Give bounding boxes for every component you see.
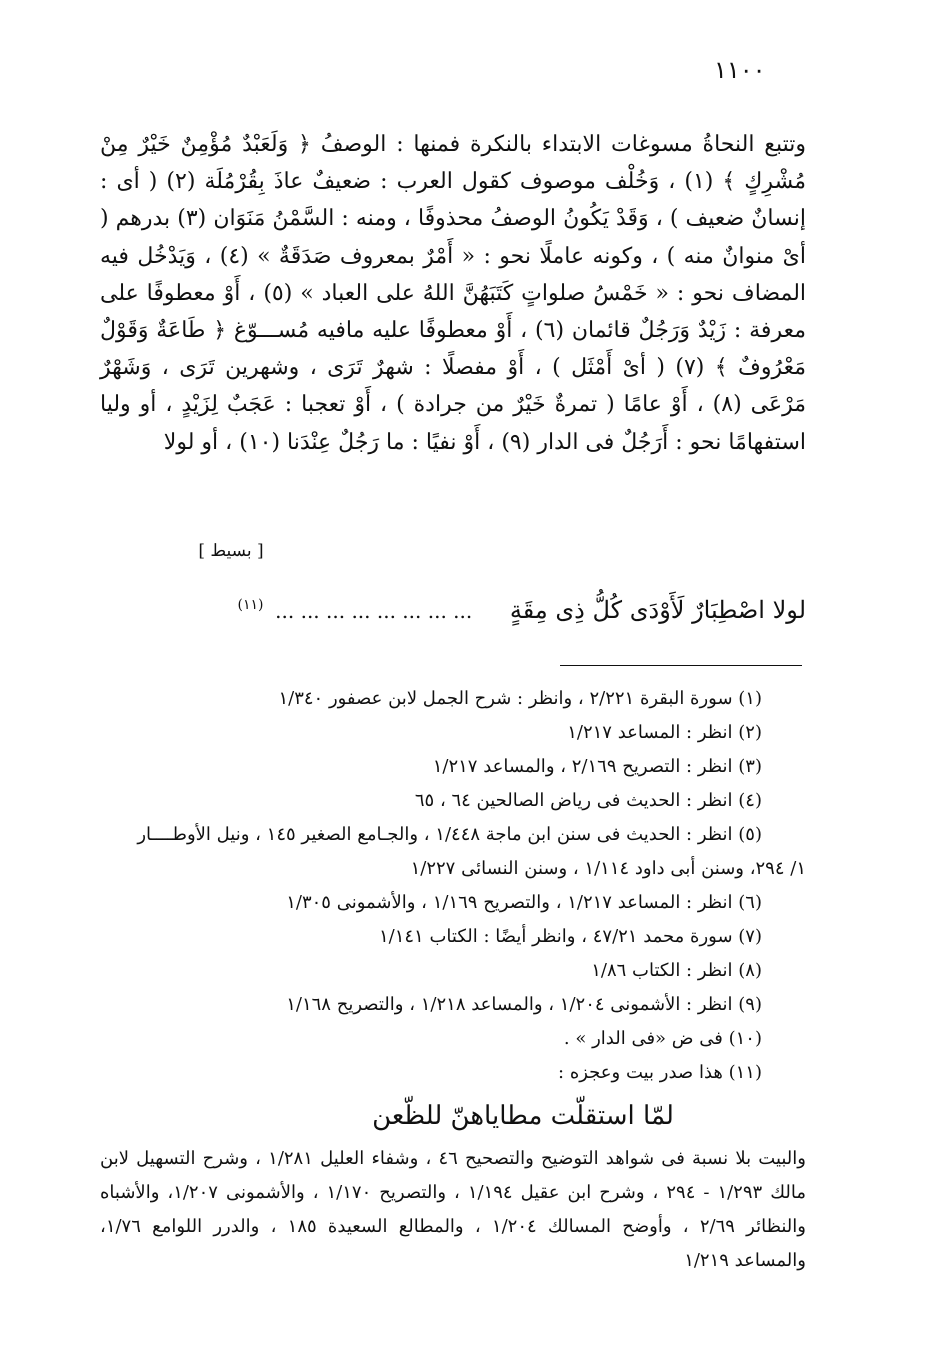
source-paragraph-text: والبيت بلا نسبة فى شواهد التوضيح والتصحيح ٤٦ ، وشفاء العليل ١/٢٨١ ، وشرح التسهيل لابن مالك ١/٢٩٣ - ٢٩٤ ، وشرح ابن عقيل ١/١٩٤ ، والتصريح ١/١٧٠ ، والأشمونى ١/٢٠٧، والأشباه والنظائر ٢/٦٩ ، وأوضح المسالك ١/٢٠٤ ، والمطالع السعيدة ١٨٥ ، والدرر اللوامع ١/٧٦، والمساعد ١/٢١٩: [100, 1148, 806, 1271]
footnote-item: (٥) انظر : الحديث فى سنن ابن ماجة ١/٤٤٨ ، والجـامع الصغير ١٤٥ ، ونيل الأوطــــار: [137, 824, 762, 845]
footnote-item: (٣) انظر : التصريح ٢/١٦٩ ، والمساعد ١/٢١٧: [432, 756, 762, 777]
body-paragraph: وتتبع النحاةُ مسوغات الابتداء بالنكرة فمنها : الوصفُ ﴿ وَلَعَبْدٌ مُؤْمِنٌ خَيْرٌ مِنْ مُشْرِكٍ ﴾ (١) ، وَخُلْف موصوف كقول العرب : ضعيفٌ عاذَ بِقُرْمُلَة (٢) ( أى : إنسانٌ ضعيف ) ، وَقَدْ يَكُونُ الوصفُ محذوفًا ، ومنه : السَّمْنُ مَنَوَان (٣) بدرهم ( أىْ منوانٌ منه ) ، وكونه عاملًا نحو : « أَمْرٌ بمعروف صَدَقَةٌ » (٤) ، وَيَدْخُل فيه المضاف نحو : « خَمْسُ صلواتٍ كَتَبَهُنَّ اللهُ على العباد » (٥) ، أَوْ معطوفًا على معرفة : زَيْدٌ وَرَجُلٌ قائمان (٦) ، أَوْ معطوفًا عليه مافيه مُســـوّغ ﴿ طَاعَةٌ وَقَوْلٌ مَعْرُوفٌ ﴾ (٧) ( أىْ أَمْثَل ) ، أَوْ مفصلًا : شهرٌ تَرَى ، وشهرين تَرَى ، وَشَهْرٌ مَرْعَى (٨) ، أَوْ عامًا ( تمرةٌ خَيْرٌ من جرادة ) ، أَوْ تعجبا : عَجَبٌ لِزَيْدٍ ، أو وليا استفهامًا نحو : أَرَجُلٌ فى الدار (٩) ، أَوْ نفيًا : ما رَجُلٌ عِنْدَنا (١٠) ، أو لولا: [100, 132, 807, 455]
footnote-continuation: ١/ ٢٩٤، وسنن أبى داود ١/١١٤ ، وسنن النسائى ١/٢٢٧: [410, 858, 806, 879]
verse-line: [140, 585, 806, 631]
footnote-item: (١١) هذا صدر بيت وعجزه :: [558, 1062, 762, 1083]
footnote-item: (٤) انظر : الحديث فى رياض الصالحين ٦٤ ، ٦٥: [414, 790, 762, 811]
footnote-item: (٩) انظر : الأشمونى ١/٢٠٤ ، والمساعد ١/٢١٨ ، والتصريح ١/١٦٨: [286, 994, 762, 1015]
quoted-verse-hemistich: لمّا استقلّت مطاياهنّ للظّعن: [372, 1101, 674, 1131]
verse-ellipsis: ... ... ... ... ... ... ... ...: [275, 599, 473, 623]
footnote-item: (١٠) فى ض «فى الدار » .: [563, 1028, 762, 1049]
body-text: [100, 126, 806, 461]
page-number: ١١٠٠: [714, 56, 766, 84]
footnote-item: (٦) انظر : المساعد ١/٢١٧ ، والتصريح ١/١٦٩ ، والأشمونى ١/٣٠٥: [286, 892, 762, 913]
footnote-item: (٧) سورة محمد ٤٧/٢١ ، وانظر أيضًا : الكتاب ١/١٤١: [378, 926, 762, 947]
footnote-item: (٢) انظر : المساعد ١/٢١٧: [567, 722, 762, 743]
meter-label: [ بسيط ]: [198, 541, 264, 561]
footnotes: [100, 682, 806, 1090]
verse-footnote-ref: (١١): [237, 597, 264, 613]
footnote-item: (١) سورة البقرة ٢/٢٢١ ، وانظر : شرح الجمل لابن عصفور ١/٣٤٠: [278, 688, 762, 709]
source-paragraph: [100, 1142, 806, 1278]
verse-hemistich: لولا اصْطِبَارٌ لَأَوْدَى كُلُّ ذِى مِقَةٍ: [509, 596, 806, 624]
footnote-divider: [560, 665, 802, 666]
footnote-item: (٨) انظر : الكتاب ١/٨٦: [591, 960, 762, 981]
